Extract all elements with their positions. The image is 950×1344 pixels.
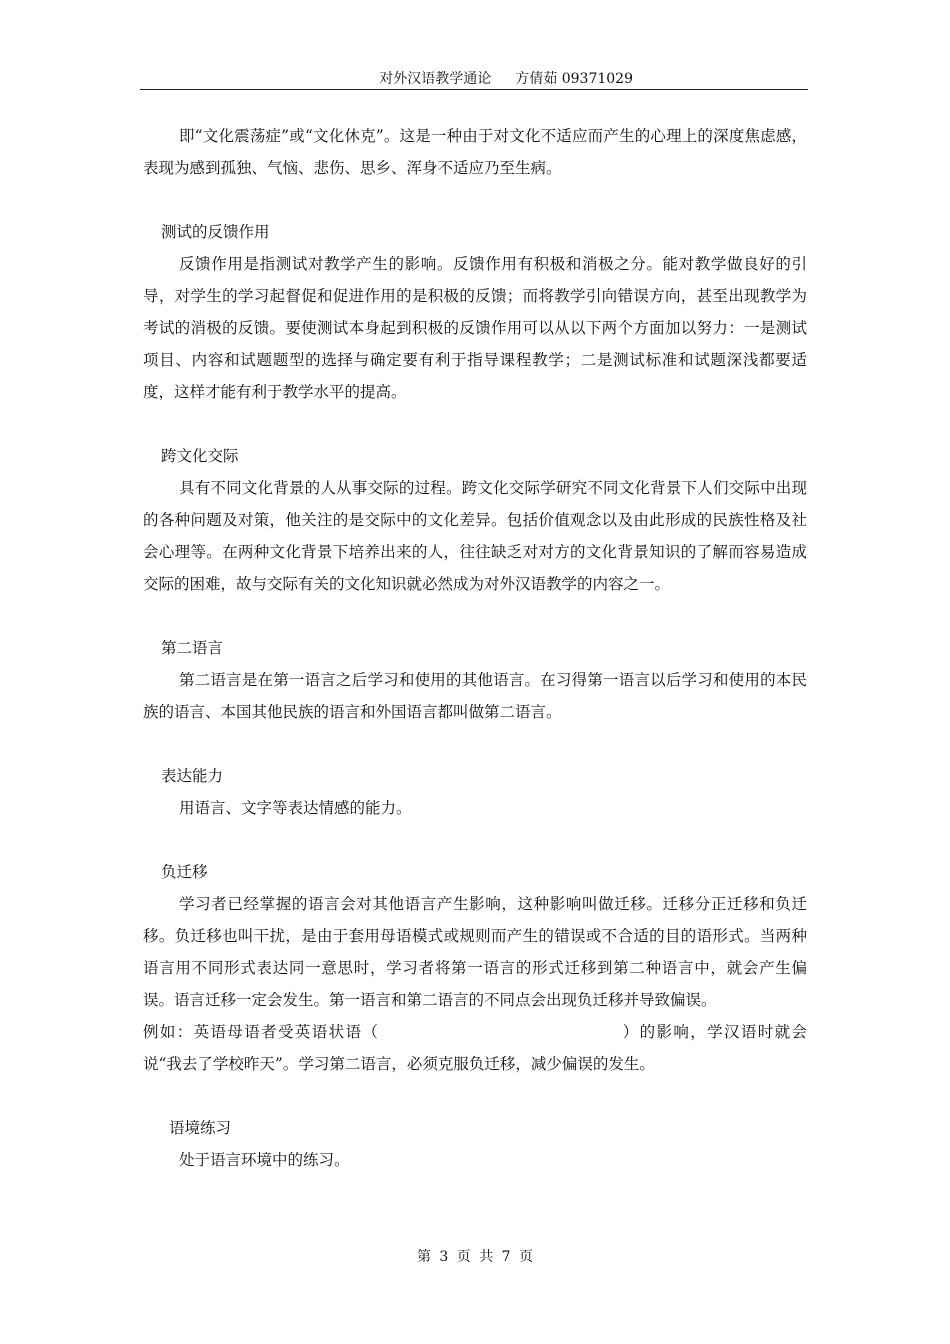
page-footer: 第 3 页 共 7 页 (416, 1249, 534, 1265)
paragraph-negative-transfer (143, 888, 807, 1016)
spacer (143, 1080, 807, 1112)
heading-second-language: 第二语言 (161, 639, 224, 657)
heading-negative-transfer: 负迁移 (161, 863, 208, 881)
page-content (143, 120, 807, 1176)
spacer (143, 824, 807, 856)
paragraph-second-language: 第二语言是在第一语言之后学习和使用的其他语言。在习得第一语言以后学习和使用的本民族的语言、本国其他民族的语言和外国语言都叫做第二语言。 (143, 671, 807, 721)
spacer (143, 728, 807, 760)
paragraph-negative-transfer-example (143, 1016, 807, 1080)
header-author-id: 方倩茹 09371029 (515, 71, 633, 87)
negative-transfer-body: 学习者已经掌握的语言会对其他语言产生影响，这种影响叫做迁移。迁移分正迁移和负迁移。负迁移也叫干扰，是由于套用母语模式或规则而产生的错误或不合适的目的语形式。当两种语言用不同形式表达同一意思时，学习者将第一语言的形式迁移到第二种语言中，就会产生偏误。语言迁移一定会发生。第一语言和第二语言的不同点会出现负迁移并导致偏误。 (143, 895, 807, 1009)
header-course-title: 对外汉语教学通论 (379, 71, 492, 87)
heading-washback: 测试的反馈作用 (161, 223, 270, 241)
paragraph-washback: 反馈作用是指测试对教学产生的影响。反馈作用有积极和消极之分。能对教学做良好的引导，对学生的学习起督促和促进作用的是积极的反馈；而将教学引向错误方向，甚至出现教学为考试的消极的反馈。要使测试本身起到积极的反馈作用可以从以下两个方面加以努力：一是测试项目、内容和试题题型的选择与确定要有利于指导课程教学；二是测试标准和试题深浅都要适度，这样才能有利于教学水平的提高。 (143, 255, 807, 401)
header-rule (140, 89, 808, 90)
spacer (143, 184, 807, 216)
page-header (140, 70, 808, 88)
paragraph-expression: 用语言、文字等表达情感的能力。 (179, 799, 412, 817)
spacer (143, 408, 807, 440)
heading-expression: 表达能力 (161, 767, 224, 785)
paragraph-context-practice: 处于语言环境中的练习。 (179, 1151, 350, 1169)
paragraph-culture-shock: 即“文化震荡症”或“文化休克”。这是一种由于对文化不适应而产生的心理上的深度焦虑感，表现为感到孤独、气恼、悲伤、思乡、浑身不适应乃至生病。 (143, 127, 807, 177)
spacer (143, 600, 807, 632)
paragraph-intercultural: 具有不同文化背景的人从事交际的过程。跨文化交际学研究不同文化背景下人们交际中出现的各种问题及对策，他关注的是交际中的文化差异。包括价值观念以及由此形成的民族性格及社会心理等。在两种文化背景下培养出来的人，往往缺乏对对方的文化背景知识的了解而容易造成交际的困难，故与交际有关的文化知识就必然成为对外汉语教学的内容之一。 (143, 479, 807, 593)
example-before: 例如：英语母语者受英语状语（ (143, 1023, 380, 1041)
heading-intercultural: 跨文化交际 (161, 447, 239, 465)
example-after: ）的影响，学汉语时就会说“我去了学校昨天”。学习第二语言，必须克服负迁移，减少偏误的发生。 (143, 1023, 807, 1073)
heading-context-practice: 语境练习 (169, 1119, 232, 1137)
